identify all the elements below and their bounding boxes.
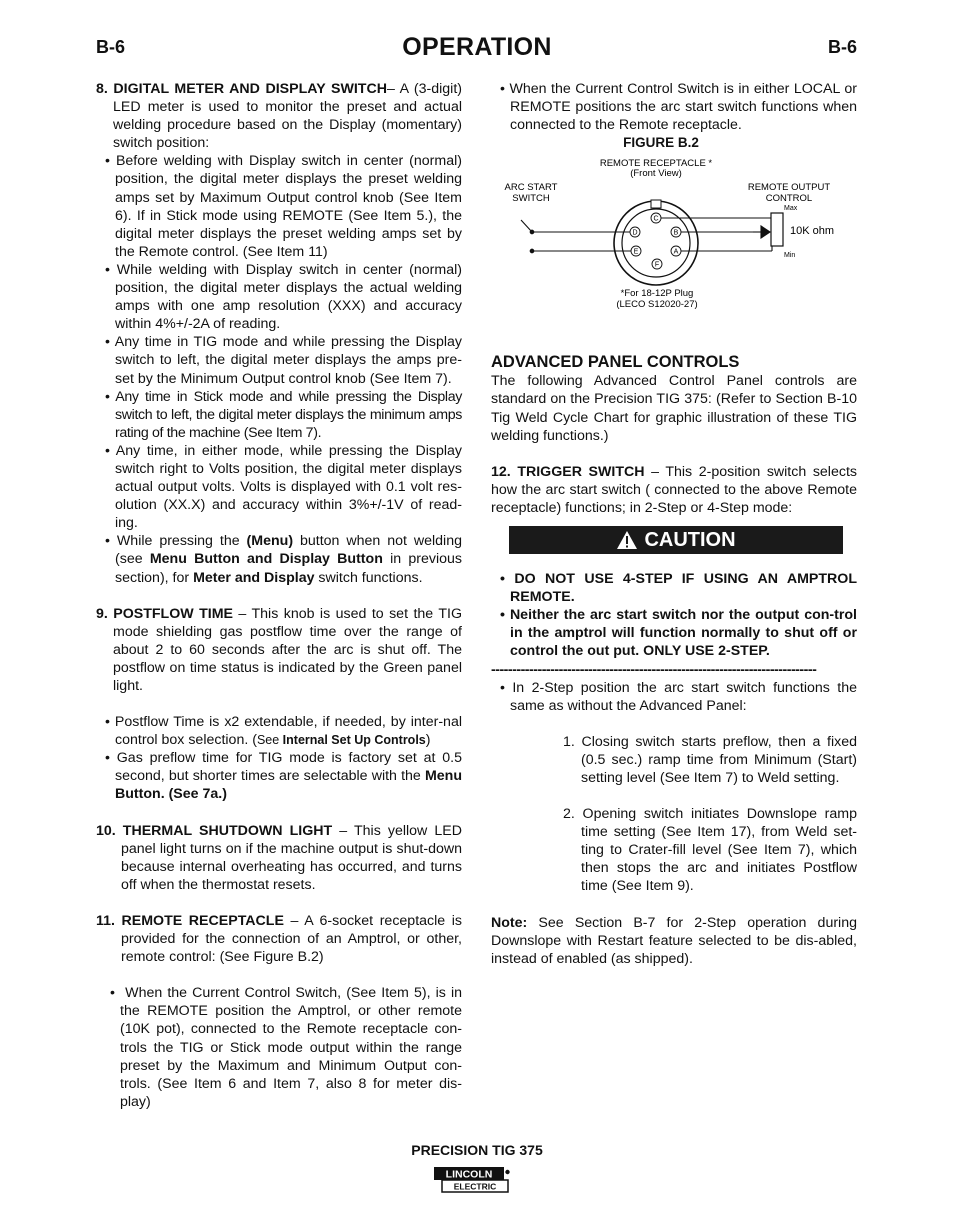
caution-banner xyxy=(509,526,843,554)
plug-note-1: *For 18-12P Plug xyxy=(620,288,694,300)
page-title: OPERATION xyxy=(402,33,552,61)
i9b1-d: ) xyxy=(425,732,431,749)
pot-max-label: Max xyxy=(784,205,798,213)
item-8-bullet-4: • Any time in Stick mode and while pressing the Display switch to left, the digital meter displays the minimum amps rating of the machine (See Item 7). xyxy=(105,388,462,441)
receptacle-key xyxy=(651,200,661,208)
svg-text:D: D xyxy=(632,229,638,237)
item-8-bullet-2: • While welding with Display switch in center (normal) position, the digital meter displays the actual welding amps with one amp resolution (XXX) and accuracy within 4%+/-2A of reading. xyxy=(105,261,462,333)
item-9-bullet-2: • Gas preflow time for TIG mode is factory set at 0.5 second, but shorter times are selectable with the Menu Button. (See 7a.) xyxy=(105,750,462,803)
left-column xyxy=(96,80,462,1111)
advanced-panel-text: The following Advanced Control Panel controls are standard on the Precision TIG 375: (Refer to Section B-10 Tig Weld Cycle Chart for graphic illustration of these TIG welding functions.) xyxy=(491,373,857,444)
b6-e: in previous section), for xyxy=(115,551,462,586)
lincoln-electric-logo xyxy=(433,1166,513,1194)
item-8-bullet-6: • While pressing the (Menu) button when not welding (see Menu Button and Display Button in previous section), for Meter and Display switch functions. xyxy=(105,533,462,586)
right-column xyxy=(491,80,857,968)
item-11-paragraph xyxy=(96,912,462,966)
caution-bullet-2: • Neither the arc start switch nor the output con-trol in the amptrol will function normally to shut off or control the out put. ONLY USE 2-STEP. xyxy=(500,607,857,660)
item-10-paragraph xyxy=(96,822,462,894)
item-8-bullet-5-text: Any time, in either mode, while pressing the Display switch right to Volts position, the digital meter displays actual output volts. Volts is displayed with 0.1 volt res-olution (XX.X) and accuracy within 3%+/-1V of read-ing. xyxy=(115,442,462,532)
note-paragraph xyxy=(491,914,857,968)
item-8-bullet-1: • Before welding with Display switch in center (normal) position, the digital meter displays the preset welding amps set by Maximum Output control knob (See Item 6). If in Stick mode using REMOTE (See Item 5.), the digital meter displays the preset welding amps set by the Remote control. (See Item 11) xyxy=(105,153,462,260)
right-top-bullet-text: When the Current Control Switch is in either LOCAL or REMOTE positions the arc start switch functions when connected to the Remote receptacle. xyxy=(509,81,857,134)
item-8-bullet-4-text: Any time in Stick mode and while pressing the Display switch to left, the digital meter displays the minimum amps rating of the machine (See Item 7). xyxy=(115,388,462,441)
figure-caption: FIGURE B.2 xyxy=(623,135,699,151)
item-10-text: – This yellow LED panel light turns on if the machine output is shut-down because internal overheating has occurred, and turns off when the thermostat resets. xyxy=(121,822,462,893)
remote-output-label-2: CONTROL xyxy=(765,193,813,205)
arc-start-label-2: SWITCH xyxy=(512,193,550,205)
two-step-bullet: • In 2-Step position the arc start switch functions the same as without the Advanced Panel: xyxy=(500,679,857,714)
item-8-bullet-1-text: Before welding with Display switch in center (normal) position, the digital meter displays the preset welding amps set by Maximum Output control knob (See Item 6). If in Stick mode using REMOTE (See Item 5.), the digital meter displays the preset welding amps set by the Remote control. (See Item 11) xyxy=(115,153,462,260)
b6-g: switch functions. xyxy=(314,569,423,586)
item-12-label: 12. TRIGGER SWITCH xyxy=(491,463,645,480)
item-9-paragraph xyxy=(96,605,462,695)
item-8-text: – A (3-digit) LED meter is used to monitor the preset and actual welding procedure based on the Display (momentary) switch position: xyxy=(113,81,462,152)
item-12-paragraph xyxy=(491,463,857,517)
b6-f: Meter and Display xyxy=(193,569,315,586)
item-10-label: 10. THERMAL SHUTDOWN LIGHT xyxy=(96,822,333,839)
item-11-bullet-1-text: When the Current Control Switch, (See Item 5), is in the REMOTE position the Amptrol, or other remote (10K pot), connected to the Remote receptacle con-trols the TIG or Stick mode output within the range preset by the Maximum and Minimum Output con-trols. (See Item 6 and Item 7, also 8 for meter dis-play) xyxy=(120,985,463,1110)
b6-a: While pressing the xyxy=(116,533,247,550)
pin-a xyxy=(671,246,681,256)
item-12-text: – This 2-position switch selects how the arc start switch ( connected to the above Remote receptacle) functions; in 2-Step or 4-Step mode: xyxy=(491,463,857,516)
arc-start-label-1: ARC START xyxy=(504,182,558,194)
note-label: Note: xyxy=(491,914,528,931)
caution-bullet-1: • DO NOT USE 4-STEP IF USING AN AMPTROL REMOTE. xyxy=(500,571,857,606)
b6-c: button when not welding (see xyxy=(115,533,462,568)
b6-b: (Menu) xyxy=(246,533,294,550)
front-view-label: (Front View) xyxy=(630,168,682,180)
item-8-bullet-3-text: Any time in TIG mode and while pressing the Display switch to left, the digital meter displays the amps pre-set by the Minimum Output control knob (See Item 7). xyxy=(114,334,462,387)
pot-min-label: Min xyxy=(784,252,796,260)
remote-output-label-1: REMOTE OUTPUT xyxy=(747,182,831,194)
b6-d: Menu Button and Display Button xyxy=(149,551,383,568)
i9b2-a: Gas preflow time for TIG mode is factory set at 0.5 second, but shorter times are selectable with the xyxy=(115,750,462,785)
item-11-bullet-1: • When the Current Control Switch, (See Item 5), is in the REMOTE position the Amptrol, or other remote (10K pot), connected to the Remote receptacle con-trols the TIG or Stick mode output within the range preset by the Maximum and Minimum Output con-trols. (See Item 6 and Item 7, also 8 for meter dis-play) xyxy=(110,985,463,1110)
potentiometer xyxy=(771,213,783,246)
caution-label: CAUTION xyxy=(644,528,736,551)
svg-text:B: B xyxy=(673,229,679,237)
plug-note-2: (LECO S12020-27) xyxy=(616,299,698,311)
item-9-bullet-1: • Postflow Time is x2 extendable, if needed, by inter-nal control box selection. (See Internal Set Up Controls) xyxy=(105,714,462,749)
pin-c xyxy=(651,213,661,223)
receptacle-label: REMOTE RECEPTACLE * xyxy=(599,158,713,170)
svg-text:E: E xyxy=(633,248,639,256)
i9b1-a: Postflow Time is x2 extendable, if needed, by inter-nal control box selection. ( xyxy=(114,714,462,749)
pin-e xyxy=(631,246,641,256)
item-8-label: 8. DIGITAL METER AND DISPLAY SWITCH xyxy=(96,81,387,97)
item-8-bullet-5: • Any time, in either mode, while pressing the Display switch right to Volts position, the digital meter displays actual output volts. Volts is displayed with 0.1 volt res-olution (XX.X) and accuracy within 3%+/-1V of read-ing. xyxy=(105,442,462,532)
step-list xyxy=(491,733,857,896)
note-text: See Section B-7 for 2-Step operation during Downslope with Restart feature selected to be dis-abled, instead of enabled (as shipped). xyxy=(491,914,857,967)
logo-bottom-text: ELECTRIC xyxy=(453,1181,497,1192)
step-1: 1. Closing switch starts preflow, then a fixed (0.5 sec.) ramp time from Minimum (Start) setting level (See Item 7) to Weld setting. xyxy=(563,733,857,786)
item-11-label: 11. REMOTE RECEPTACLE xyxy=(96,912,284,929)
i9b2-b: Menu Button. (See 7a.) xyxy=(115,768,462,803)
item-9-text: – This knob is used to set the TIG mode shielding gas postflow time over the range of about 2 to 60 seconds after the arc is shut off. The postflow on time status is indicated by the Green panel light. xyxy=(113,605,462,694)
logo-top-text: LINCOLN xyxy=(445,1168,493,1181)
warning-triangle-icon xyxy=(616,530,638,550)
caution-bullet-2-text: Neither the arc start switch nor the output con-trol in the amptrol will function normally to shut off or control the out put. ONLY USE 2-STEP. xyxy=(509,607,857,660)
i9b1-c: Internal Set Up Controls xyxy=(282,733,426,748)
section-number-left: B-6 xyxy=(96,37,126,57)
pin-b xyxy=(671,227,681,237)
right-top-bullet: • When the Current Control Switch is in either LOCAL or REMOTE positions the arc start switch functions when connected to the Remote receptacle. xyxy=(500,81,857,134)
item-9-label: 9. POSTFLOW TIME xyxy=(96,605,233,622)
advanced-panel-heading: ADVANCED PANEL CONTROLS xyxy=(491,353,740,372)
caution-bullet-1-text: DO NOT USE 4-STEP IF USING AN AMPTROL REMOTE. xyxy=(510,571,857,606)
step-2: 2. Opening switch initiates Downslope ramp time setting (See Item 17), from Weld set-ting to Crater-fill level (See Item 7), which then stops the arc and initiates Postflow time (See Item 9). xyxy=(563,806,857,895)
svg-text:A: A xyxy=(673,248,679,256)
item-8-paragraph xyxy=(96,80,462,152)
svg-text:C: C xyxy=(653,215,659,223)
pin-f xyxy=(652,259,662,269)
pin-d xyxy=(630,227,640,237)
item-11-text: – A 6-socket receptacle is provided for the connection of an Amptrol, or other, remote control: (See Figure B.2) xyxy=(121,912,462,966)
item-8-bullet-3: • Any time in TIG mode and while pressing the Display switch to left, the digital meter displays the amps pre-set by the Minimum Output control knob (See Item 7). xyxy=(105,334,462,387)
section-number-right: B-6 xyxy=(828,37,858,57)
pot-value-label: 10K ohm xyxy=(790,225,835,238)
two-step-bullet-text: In 2-Step position the arc start switch functions the same as without the Advanced Panel: xyxy=(510,679,857,714)
i9b1-b: See xyxy=(256,733,283,748)
footer-product-name: PRECISION TIG 375 xyxy=(411,1142,543,1158)
svg-text:F: F xyxy=(654,261,660,269)
item-8-bullet-2-text: While welding with Display switch in center (normal) position, the digital meter displays the actual welding amps with one amp resolution (XXX) and accuracy within 4%+/-2A of reading. xyxy=(115,261,462,333)
dashed-divider: ----------------------------------------------------------------------------- xyxy=(491,661,817,678)
remote-receptacle-diagram xyxy=(491,154,857,314)
